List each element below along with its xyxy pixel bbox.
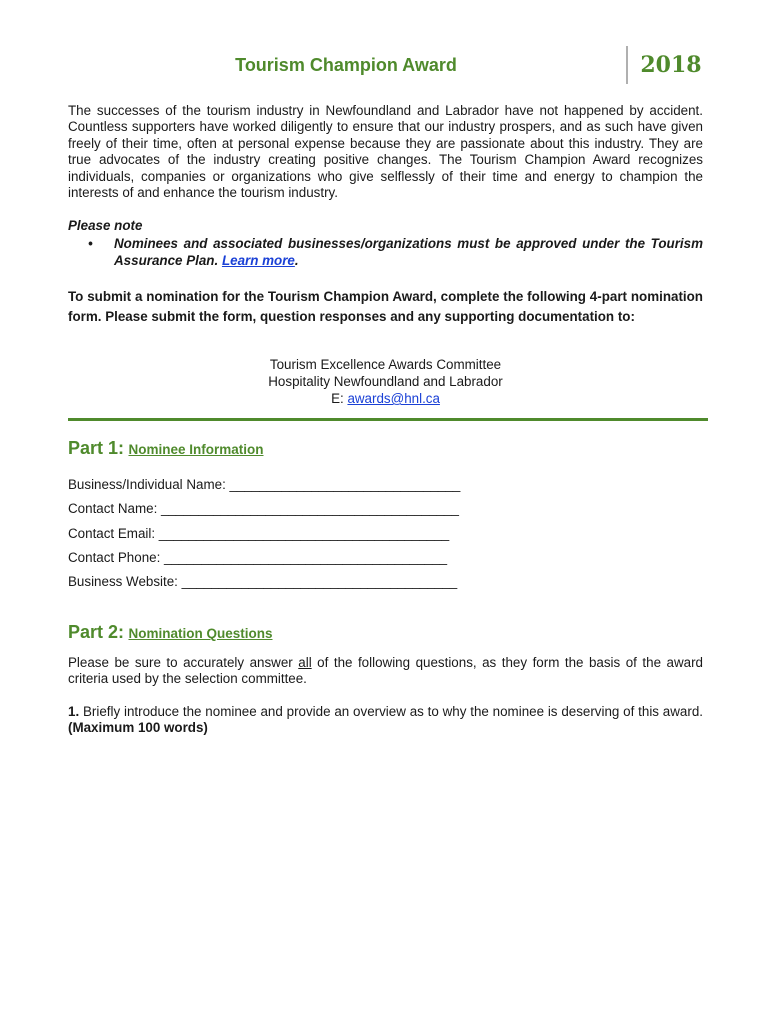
part2-intro-before: Please be sure to accurately answer [68, 655, 299, 670]
submit-instructions: To submit a nomination for the Tourism Champion Award, complete the following 4-part nomination form. Please submit the form, question responses and any supporting documentation to: [68, 289, 703, 324]
part1-label: Part 1: [68, 438, 125, 458]
email-prefix: E: [331, 391, 348, 406]
committee-address [68, 356, 703, 407]
part2-title: Nomination Questions [128, 626, 273, 641]
business-website-field[interactable]: Business Website: _____________________________________ [68, 574, 458, 589]
intro-paragraph: The successes of the tourism industry in Newfoundland and Labrador have not happened by accident. Countless supporters have worked diligently to ensure that our industry prospers, and as such have given freely of their time, often at personal expense because they are passionate about this industry. They are true advocates of the industry creating positive changes. The Tourism Champion Award recognizes individuals, companies or organizations who give selflessly of their time and energy to champion the interests of and enhance the tourism industry. [68, 103, 703, 201]
part2-intro [68, 655, 703, 688]
note-item-end: . [294, 253, 299, 268]
address-line-organization: Hospitality Newfoundland and Labrador [268, 374, 503, 389]
part1-heading [68, 438, 264, 459]
part2-heading [68, 622, 273, 643]
contact-name-field[interactable]: Contact Name: ________________________________________ [68, 501, 459, 516]
note-list-item [68, 235, 703, 269]
part2-intro-emphasis: all [298, 655, 312, 670]
header-divider [626, 46, 628, 84]
question-1-text: Briefly introduce the nominee and provide an overview as to why the nominee is deserving of this award. [79, 704, 703, 719]
question-1-number: 1. [68, 704, 80, 719]
part2-label: Part 2: [68, 622, 125, 642]
note-text [114, 235, 703, 269]
address-line-email [68, 390, 703, 407]
question-1 [68, 704, 703, 737]
business-name-field[interactable]: Business/Individual Name: _______________________________ [68, 477, 461, 492]
address-line-committee: Tourism Excellence Awards Committee [269, 357, 502, 372]
award-title: Tourism Champion Award [235, 55, 457, 75]
part2-intro-after: of the following questions, as they form the basis of the award criteria used by the selection committee. [68, 655, 703, 687]
award-year: 2018 [640, 52, 702, 78]
question-1-limit: (Maximum 100 words) [68, 720, 208, 736]
part1-title: Nominee Information [128, 442, 264, 457]
learn-more-link[interactable]: Learn more [221, 253, 295, 268]
note-item-text: Nominees and associated businesses/organizations must be approved under the Tourism Assurance Plan. [114, 236, 703, 268]
document-header [68, 46, 708, 86]
contact-email-field[interactable]: Contact Email: _______________________________________ [68, 526, 450, 541]
note-heading: Please note [68, 218, 143, 233]
section-divider [68, 418, 708, 421]
contact-phone-field[interactable]: Contact Phone: ______________________________________ [68, 550, 448, 565]
email-link[interactable]: awards@hnl.ca [347, 391, 440, 406]
bullet-icon: • [88, 236, 93, 251]
